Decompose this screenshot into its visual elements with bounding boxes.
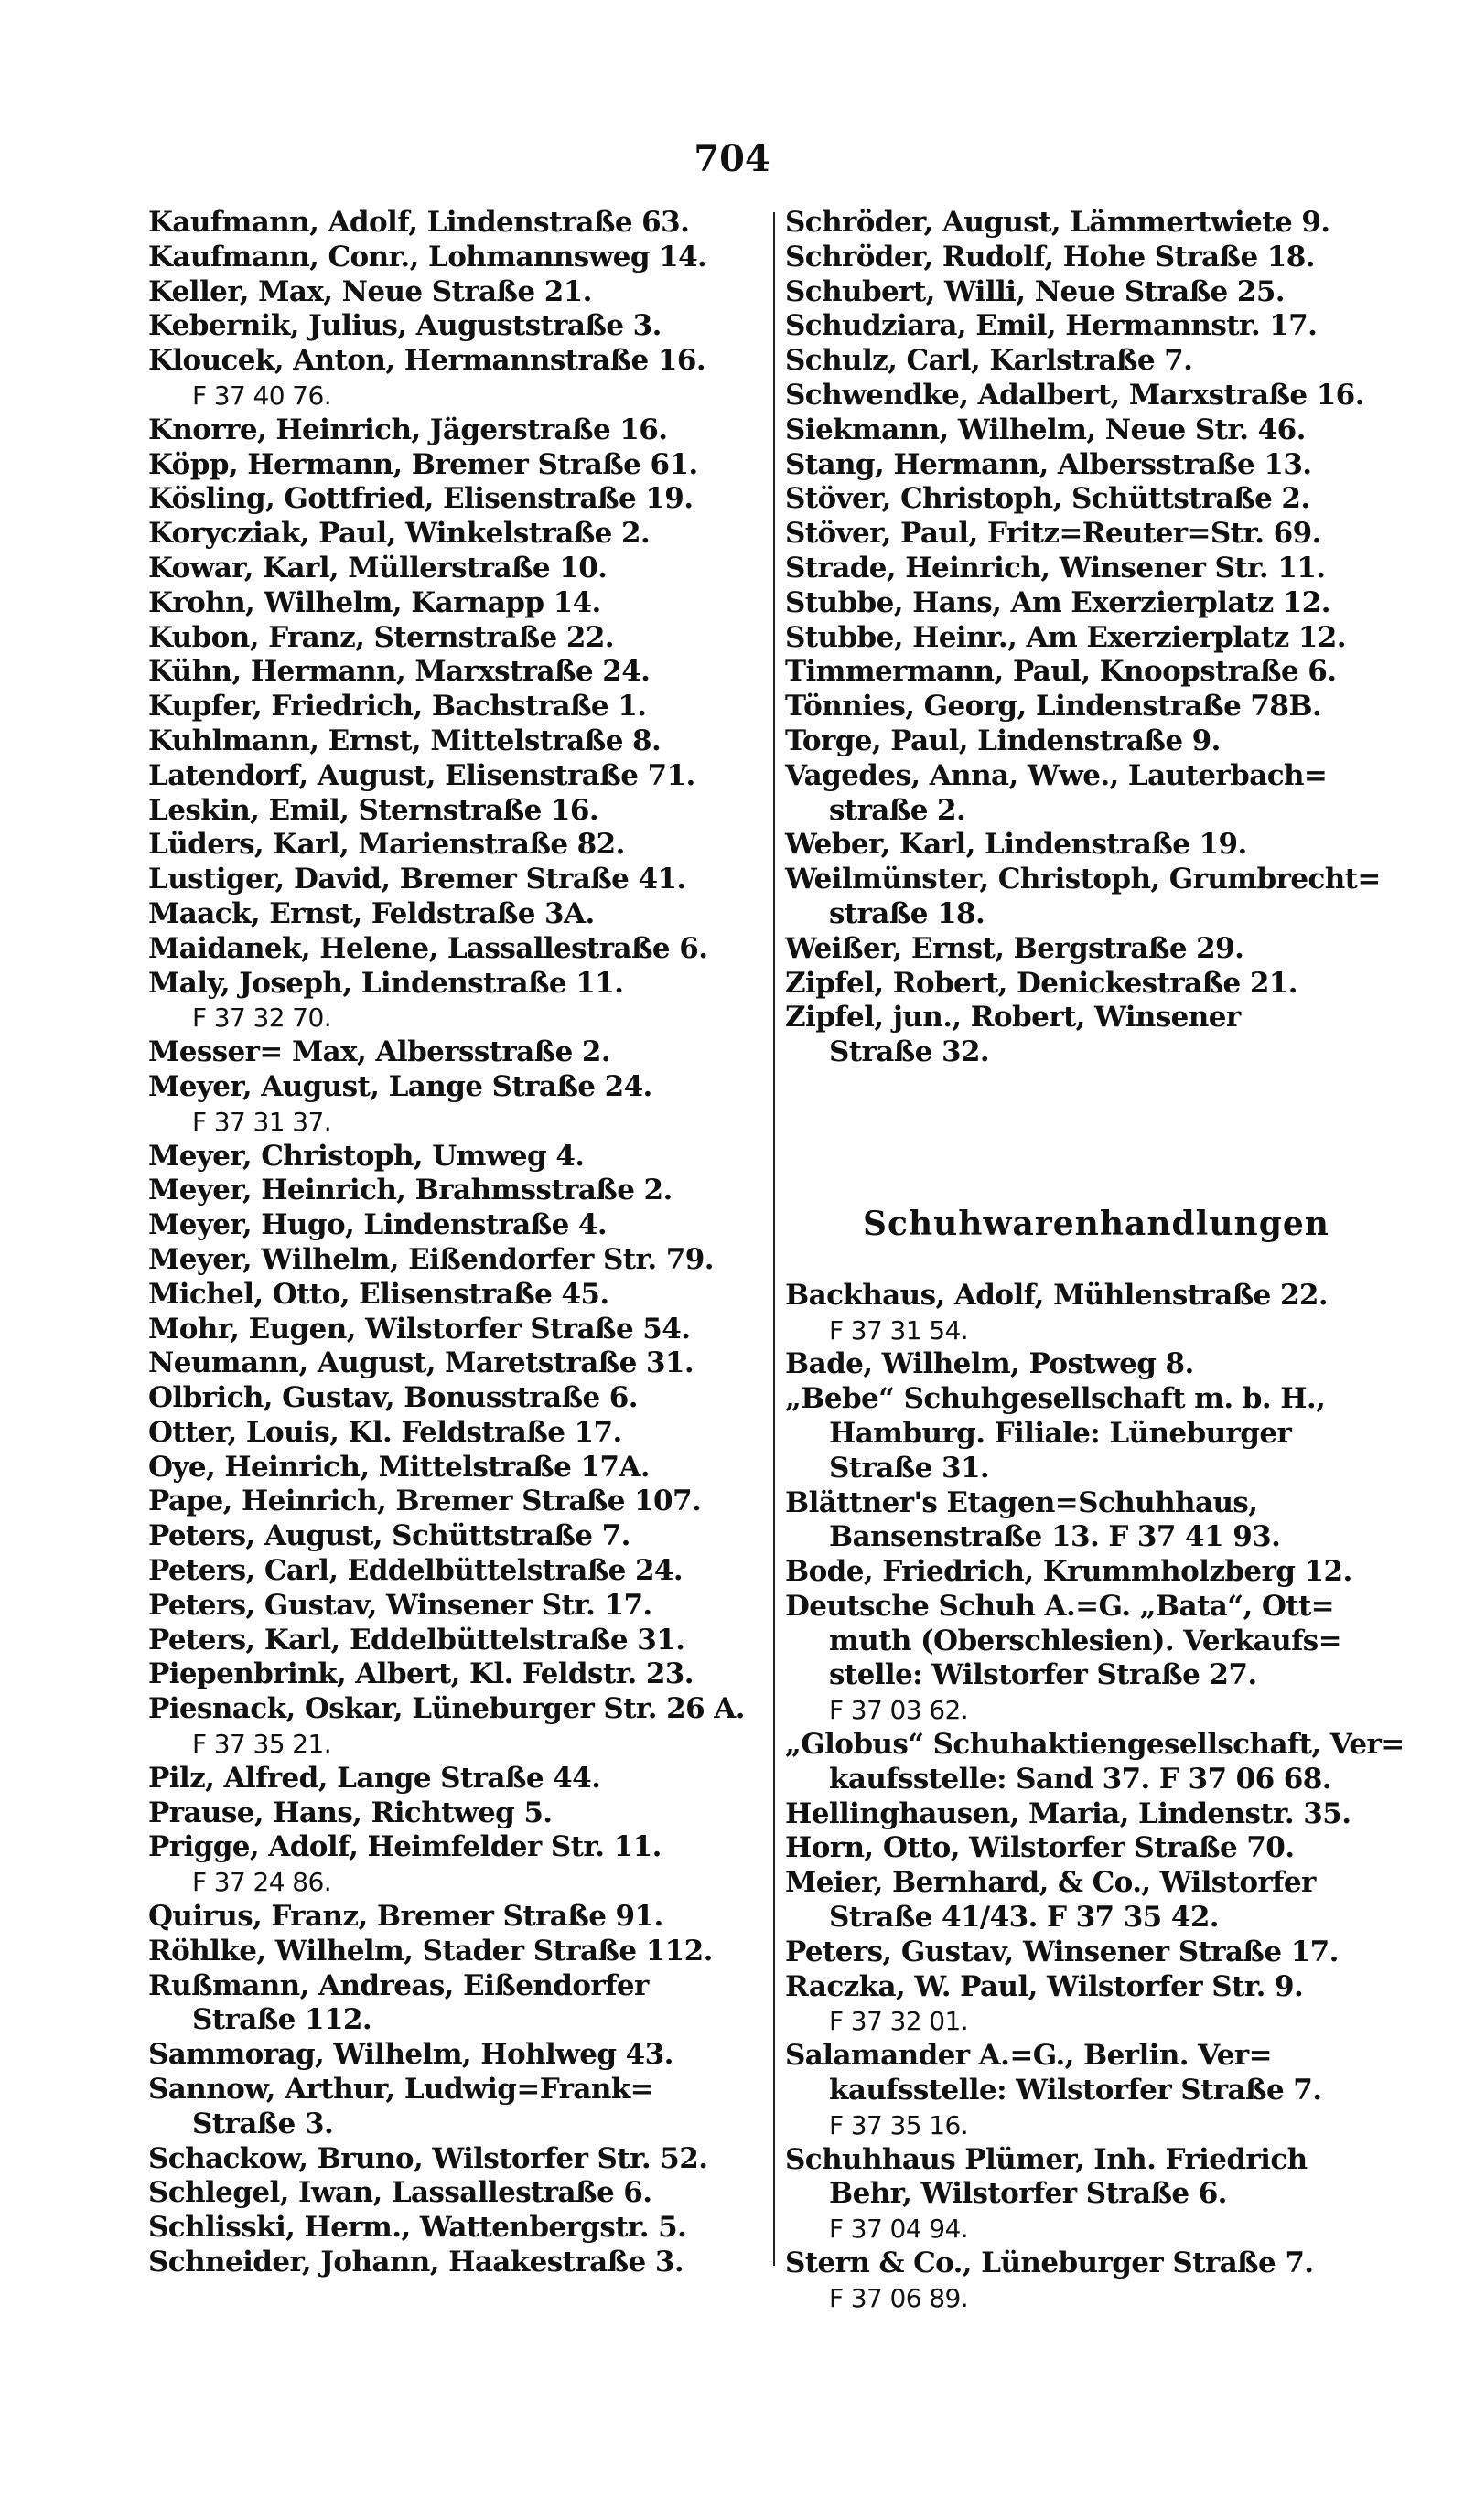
directory-entry xyxy=(785,932,1407,967)
directory-entry xyxy=(148,724,761,759)
directory-entry xyxy=(785,1936,1407,1970)
directory-entry xyxy=(785,967,1407,1002)
entry-line: Zipfel, jun., Robert, Winsener xyxy=(785,1001,1241,1035)
entry-phone: F 37 35 16. xyxy=(829,2109,968,2140)
directory-entry xyxy=(785,1382,1407,1485)
entry-line: Peters, Karl, Eddelbüttelstraße 31. xyxy=(148,1623,685,1657)
directory-entry xyxy=(148,517,761,552)
directory-entry xyxy=(785,828,1407,863)
entry-continuation-line: Straße 112. xyxy=(192,2003,372,2037)
directory-entry xyxy=(785,1970,1407,2040)
left-column xyxy=(148,206,761,2280)
directory-entry xyxy=(148,828,761,863)
entry-line: „Globus“ Schuhaktiengesellschaft, Ver= xyxy=(785,1728,1405,1762)
right-column-bottom xyxy=(785,1279,1407,2316)
entry-phone: F 37 24 86. xyxy=(192,1867,331,1898)
page-number: 704 xyxy=(694,137,770,180)
entry-line: Krohn, Wilhelm, Karnapp 14. xyxy=(148,585,601,619)
directory-entry xyxy=(785,1279,1407,1348)
entry-phone: F 37 03 62. xyxy=(829,1695,968,1726)
directory-entry xyxy=(148,2176,761,2211)
entry-line: Meyer, Heinrich, Brahmsstraße 2. xyxy=(148,1174,673,1207)
entry-line: Horn, Otto, Wilstorfer Straße 70. xyxy=(785,1831,1295,1865)
entry-line: Schröder, August, Lämmertwiete 9. xyxy=(785,206,1330,239)
entry-line: Keller, Max, Neue Straße 21. xyxy=(148,274,592,308)
entry-line: Schulz, Carl, Karlstraße 7. xyxy=(785,344,1193,378)
entry-line: Leskin, Emil, Sternstraße 16. xyxy=(148,793,599,827)
entry-line: Strade, Heinrich, Winsener Str. 11. xyxy=(785,551,1326,584)
entry-continuation-line: muth (Oberschlesien). Verkaufs= xyxy=(829,1624,1342,1657)
entry-line: Raczka, W. Paul, Wilstorfer Str. 9. xyxy=(785,1969,1304,2003)
directory-entry xyxy=(785,344,1407,379)
entry-line: Kloucek, Anton, Hermannstraße 16. xyxy=(148,344,706,378)
entry-line: Rußmann, Andreas, Eißendorfer xyxy=(148,1968,649,2002)
directory-entry xyxy=(148,932,761,967)
entry-line: Kaufmann, Adolf, Lindenstraße 63. xyxy=(148,206,690,239)
entry-line: „Bebe“ Schuhgesellschaft m. b. H., xyxy=(785,1382,1326,1416)
entry-continuation-line: kaufsstelle: Sand 37. F 37 06 68. xyxy=(829,1762,1331,1796)
entry-line: Weilmünster, Christoph, Grumbrecht= xyxy=(785,863,1381,896)
right-column xyxy=(785,206,1407,2316)
directory-entry xyxy=(785,2039,1407,2142)
entry-line: Stubbe, Heinr., Am Exerzierplatz 12. xyxy=(785,620,1346,654)
directory-entry xyxy=(148,586,761,621)
directory-entry xyxy=(785,1728,1407,1797)
directory-entry xyxy=(785,1347,1407,1382)
entry-line: Schuhhaus Plümer, Inh. Friedrich xyxy=(785,2142,1308,2176)
entry-line: Vagedes, Anna, Wwe., Lauterbach= xyxy=(785,758,1328,792)
section-heading: Schuhwarenhandlungen xyxy=(863,1204,1329,1243)
directory-entry xyxy=(148,1796,761,1831)
directory-entry xyxy=(148,241,761,275)
entry-continuation-line: Straße 3. xyxy=(192,2107,334,2140)
directory-entry xyxy=(148,1485,761,1519)
entry-line: Peters, Carl, Eddelbüttelstraße 24. xyxy=(148,1554,684,1588)
right-column-top xyxy=(785,206,1407,1070)
entry-line: Schlegel, Iwan, Lassallestraße 6. xyxy=(148,2176,652,2210)
directory-entry xyxy=(148,1589,761,1624)
directory-entry xyxy=(148,309,761,344)
directory-entry xyxy=(785,275,1407,310)
entry-line: Blättner's Etagen=Schuhhaus, xyxy=(785,1485,1258,1519)
entry-line: Stöver, Paul, Fritz=Reuter=Str. 69. xyxy=(785,517,1321,551)
directory-entry xyxy=(785,517,1407,552)
entry-line: Schubert, Willi, Neue Straße 25. xyxy=(785,274,1285,308)
directory-entry xyxy=(148,1969,761,2039)
entry-line: Kösling, Gottfried, Elisenstraße 19. xyxy=(148,482,694,516)
directory-entry xyxy=(785,448,1407,483)
directory-entry xyxy=(785,413,1407,448)
entry-line: Peters, Gustav, Winsener Str. 17. xyxy=(148,1588,652,1622)
directory-entry xyxy=(148,967,761,1036)
entry-line: Piesnack, Oskar, Lüneburger Str. 26 A. xyxy=(148,1692,745,1726)
entry-phone: F 37 35 21. xyxy=(192,1729,331,1760)
directory-entry xyxy=(148,1035,761,1070)
directory-entry xyxy=(148,1243,761,1278)
directory-entry xyxy=(148,1554,761,1589)
entry-line: Siekmann, Wilhelm, Neue Str. 46. xyxy=(785,413,1306,446)
entry-phone: F 37 32 01. xyxy=(829,2006,968,2037)
entry-phone: F 37 31 37. xyxy=(192,1106,331,1137)
entry-line: Kebernik, Julius, Auguststraße 3. xyxy=(148,309,662,343)
entry-line: Maidanek, Helene, Lassallestraße 6. xyxy=(148,931,708,965)
entry-line: Knorre, Heinrich, Jägerstraße 16. xyxy=(148,413,668,446)
entry-line: Quirus, Franz, Bremer Straße 91. xyxy=(148,1900,663,1934)
entry-line: Latendorf, August, Elisenstraße 71. xyxy=(148,758,695,792)
entry-line: Neumann, August, Maretstraße 31. xyxy=(148,1346,694,1380)
directory-entry xyxy=(148,1935,761,1969)
directory-entry xyxy=(148,1519,761,1554)
entry-phone: F 37 32 70. xyxy=(192,1003,331,1034)
directory-entry xyxy=(148,1762,761,1796)
directory-entry xyxy=(785,1831,1407,1866)
entry-line: Stöver, Christoph, Schüttstraße 2. xyxy=(785,482,1310,516)
entry-line: Torge, Paul, Lindenstraße 9. xyxy=(785,724,1221,757)
entry-continuation-line: stelle: Wilstorfer Straße 27. xyxy=(829,1658,1257,1692)
entry-line: Prause, Hans, Richtweg 5. xyxy=(148,1796,553,1829)
directory-entry xyxy=(148,1346,761,1381)
directory-entry xyxy=(148,275,761,310)
directory-entry xyxy=(148,1313,761,1347)
section-spacer xyxy=(785,1070,1407,1207)
directory-entry xyxy=(785,759,1407,829)
entry-line: Schlisski, Herm., Wattenbergstr. 5. xyxy=(148,2211,687,2245)
directory-entry xyxy=(148,448,761,483)
entry-continuation-line: straße 18. xyxy=(829,896,985,930)
entry-line: Schneider, Johann, Haakestraße 3. xyxy=(148,2246,684,2279)
directory-entry xyxy=(785,724,1407,759)
entry-line: Schwendke, Adalbert, Marxstraße 16. xyxy=(785,378,1364,412)
entry-line: Hellinghausen, Maria, Lindenstr. 35. xyxy=(785,1796,1351,1830)
entry-line: Maack, Ernst, Feldstraße 3A. xyxy=(148,896,595,930)
entry-line: Bade, Wilhelm, Postweg 8. xyxy=(785,1347,1194,1381)
entry-line: Korycziak, Paul, Winkelstraße 2. xyxy=(148,517,651,551)
entry-line: Köpp, Hermann, Bremer Straße 61. xyxy=(148,447,698,481)
entry-line: Deutsche Schuh A.=G. „Bata“, Ott= xyxy=(785,1589,1335,1623)
entry-line: Olbrich, Gustav, Bonusstraße 6. xyxy=(148,1381,638,1415)
entry-line: Stern & Co., Lüneburger Straße 7. xyxy=(785,2247,1314,2280)
entry-line: Backhaus, Adolf, Mühlenstraße 22. xyxy=(785,1278,1329,1312)
heading-spacer xyxy=(785,1242,1407,1279)
directory-entry xyxy=(148,2038,761,2073)
entry-line: Meyer, Christoph, Umweg 4. xyxy=(148,1139,585,1173)
entry-phone: F 37 31 54. xyxy=(829,1314,968,1346)
entry-line: Mohr, Eugen, Wilstorfer Straße 54. xyxy=(148,1312,691,1346)
entry-continuation-line: kaufsstelle: Wilstorfer Straße 7. xyxy=(829,2074,1322,2107)
directory-entry xyxy=(785,1001,1407,1070)
entry-line: Kuhlmann, Ernst, Mittelstraße 8. xyxy=(148,724,662,757)
directory-entry xyxy=(148,2211,761,2246)
entry-line: Pilz, Alfred, Lange Straße 44. xyxy=(148,1761,601,1795)
directory-entry xyxy=(148,690,761,724)
directory-entry xyxy=(148,2073,761,2142)
directory-entry xyxy=(148,1657,761,1692)
directory-entry xyxy=(785,309,1407,344)
directory-entry xyxy=(785,1797,1407,1832)
directory-entry xyxy=(148,1381,761,1416)
directory-entry xyxy=(148,1140,761,1174)
directory-entry xyxy=(148,2142,761,2177)
entry-continuation-line: Behr, Wilstorfer Straße 6. xyxy=(829,2177,1227,2211)
entry-line: Sannow, Arthur, Ludwig=Frank= xyxy=(148,2073,654,2107)
directory-entry xyxy=(148,1830,761,1900)
directory-entry xyxy=(785,2247,1407,2316)
entry-line: Michel, Otto, Elisenstraße 45. xyxy=(148,1277,609,1311)
entry-phone: F 37 40 76. xyxy=(192,380,331,411)
entry-line: Kowar, Karl, Müllerstraße 10. xyxy=(148,551,608,584)
entry-line: Kupfer, Friedrich, Bachstraße 1. xyxy=(148,690,647,724)
entry-line: Schudziara, Emil, Hermannstr. 17. xyxy=(785,309,1318,343)
directory-entry xyxy=(148,1278,761,1313)
entry-line: Weber, Karl, Lindenstraße 19. xyxy=(785,828,1247,862)
entry-line: Meyer, Wilhelm, Eißendorfer Str. 79. xyxy=(148,1242,714,1276)
directory-entry xyxy=(785,2143,1407,2247)
entry-continuation-line: Straße 31. xyxy=(829,1451,990,1485)
directory-entry xyxy=(148,206,761,241)
entry-line: Meyer, Hugo, Lindenstraße 4. xyxy=(148,1208,608,1242)
entry-line: Lustiger, David, Bremer Straße 41. xyxy=(148,863,686,896)
entry-continuation-line: Straße 32. xyxy=(829,1035,990,1069)
entry-line: Pape, Heinrich, Bremer Straße 107. xyxy=(148,1485,702,1518)
directory-entry xyxy=(148,1692,761,1762)
entry-continuation-line: Bansenstraße 13. F 37 41 93. xyxy=(829,1520,1281,1554)
entry-line: Schröder, Rudolf, Hohe Straße 18. xyxy=(785,240,1315,273)
directory-entry xyxy=(148,794,761,829)
directory-entry xyxy=(785,1866,1407,1936)
directory-entry xyxy=(148,1070,761,1140)
entry-continuation-line: Hamburg. Filiale: Lüneburger xyxy=(829,1416,1292,1450)
entry-line: Peters, August, Schüttstraße 7. xyxy=(148,1519,630,1553)
directory-entry xyxy=(148,655,761,690)
directory-entry xyxy=(148,863,761,897)
entry-phone: F 37 04 94. xyxy=(829,2214,968,2245)
directory-entry xyxy=(148,552,761,586)
directory-entry xyxy=(148,1208,761,1243)
directory-entry xyxy=(785,863,1407,932)
directory-entry xyxy=(785,1486,1407,1556)
column-divider xyxy=(773,212,775,2266)
entry-line: Piepenbrink, Albert, Kl. Feldstr. 23. xyxy=(148,1657,694,1691)
directory-entry xyxy=(148,621,761,656)
directory-entry xyxy=(785,379,1407,413)
entry-line: Lüders, Karl, Marienstraße 82. xyxy=(148,828,625,862)
entry-line: Tönnies, Georg, Lindenstraße 78B. xyxy=(785,690,1322,724)
entry-line: Zipfel, Robert, Denickestraße 21. xyxy=(785,966,1297,1000)
directory-entry xyxy=(785,552,1407,586)
directory-entry xyxy=(148,1416,761,1451)
directory-entry xyxy=(148,413,761,448)
directory-entry xyxy=(785,241,1407,275)
entry-line: Kaufmann, Conr., Lohmannsweg 14. xyxy=(148,240,707,273)
entry-line: Meier, Bernhard, & Co., Wilstorfer xyxy=(785,1866,1316,1900)
directory-entry xyxy=(148,2246,761,2280)
entry-line: Salamander A.=G., Berlin. Ver= xyxy=(785,2039,1273,2073)
entry-line: Stang, Hermann, Albersstraße 13. xyxy=(785,447,1312,481)
directory-entry xyxy=(785,482,1407,517)
directory-entry xyxy=(785,1590,1407,1728)
directory-entry xyxy=(148,482,761,517)
directory-entry xyxy=(148,1451,761,1485)
entry-line: Prigge, Adolf, Heimfelder Str. 11. xyxy=(148,1830,662,1864)
directory-entry xyxy=(785,206,1407,241)
entry-line: Peters, Gustav, Winsener Straße 17. xyxy=(785,1935,1339,1968)
entry-line: Stubbe, Hans, Am Exerzierplatz 12. xyxy=(785,585,1330,619)
directory-entry xyxy=(785,1555,1407,1590)
entry-line: Meyer, August, Lange Straße 24. xyxy=(148,1069,652,1103)
entry-line: Weißer, Ernst, Bergstraße 29. xyxy=(785,931,1244,965)
directory-entry xyxy=(785,690,1407,724)
entry-line: Sammorag, Wilhelm, Hohlweg 43. xyxy=(148,2038,673,2072)
entry-line: Otter, Louis, Kl. Feldstraße 17. xyxy=(148,1415,622,1449)
entry-line: Schackow, Bruno, Wilstorfer Str. 52. xyxy=(148,2141,708,2175)
entry-line: Bode, Friedrich, Krummholzberg 12. xyxy=(785,1555,1352,1589)
entry-continuation-line: straße 2. xyxy=(829,793,966,827)
directory-entry xyxy=(148,1624,761,1658)
entry-phone: F 37 06 89. xyxy=(829,2282,968,2313)
directory-entry xyxy=(148,759,761,794)
entry-line: Timmermann, Paul, Knoopstraße 6. xyxy=(785,655,1337,689)
directory-entry xyxy=(785,586,1407,621)
entry-line: Kubon, Franz, Sternstraße 22. xyxy=(148,620,614,654)
entry-line: Messer= Max, Albersstraße 2. xyxy=(148,1035,611,1069)
entry-line: Kühn, Hermann, Marxstraße 24. xyxy=(148,655,651,689)
entry-line: Röhlke, Wilhelm, Stader Straße 112. xyxy=(148,1934,713,1968)
entry-line: Oye, Heinrich, Mittelstraße 17A. xyxy=(148,1450,651,1484)
directory-entry xyxy=(148,897,761,932)
directory-entry xyxy=(148,344,761,413)
directory-entry xyxy=(148,1900,761,1935)
entry-continuation-line: Straße 41/43. F 37 35 42. xyxy=(829,1901,1219,1935)
entry-line: Maly, Joseph, Lindenstraße 11. xyxy=(148,966,624,1000)
directory-entry xyxy=(785,655,1407,690)
directory-entry xyxy=(148,1174,761,1208)
directory-entry xyxy=(785,621,1407,656)
